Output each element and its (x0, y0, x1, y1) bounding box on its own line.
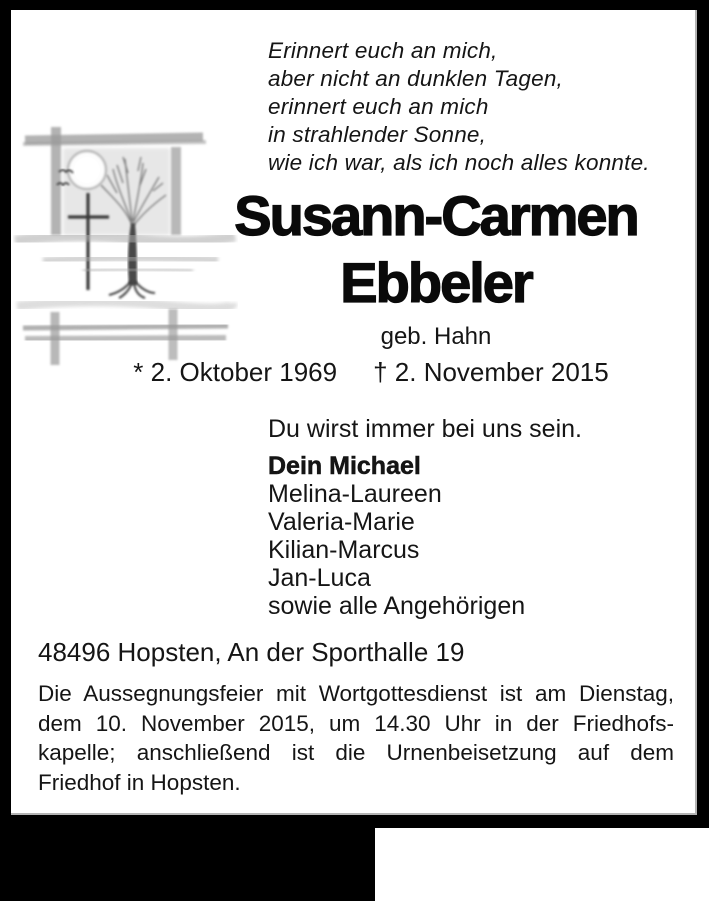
death-date: † 2. November 2015 (373, 357, 609, 387)
tree-roots (109, 281, 155, 298)
mourner-name: Jan-Luca (268, 564, 371, 592)
announcement-line: dem 10. November 2015, um 14.30 Uhr in der Friedhofs- (38, 710, 674, 736)
memorial-poem (268, 37, 650, 177)
poem-line: in strahlender Sonne, (268, 122, 487, 147)
poem-line: erinnert euch an mich (268, 94, 489, 119)
obituary-card (11, 10, 697, 815)
maiden-name: geb. Hahn (380, 323, 492, 350)
funeral-announcement (38, 679, 674, 797)
mourners-list (268, 452, 525, 620)
mourner-primary: Dein Michael (268, 452, 421, 480)
sun-icon (68, 151, 106, 189)
deceased-first-name: Susann-Carmen (234, 184, 638, 247)
farewell-line: Du wirst immer bei uns sein. (268, 415, 582, 443)
poem-line: wie ich war, als ich noch alles konnte. (268, 150, 650, 175)
poem-line: Erinnert euch an mich, (268, 38, 498, 63)
announcement-line: Friedhof in Hopsten. (38, 769, 241, 795)
announcement-line: kapelle; anschließend ist die Urnenbeisetzung auf dem (38, 740, 674, 765)
mourner-name: sowie alle Angehörigen (268, 592, 526, 620)
deceased-name (176, 182, 696, 316)
poem-line: aber nicht an dunklen Tagen, (268, 66, 563, 91)
page-cutout (375, 828, 709, 901)
address-line: 48496 Hopsten, An der Sporthalle 19 (38, 637, 465, 667)
deceased-last-name: Ebbeler (340, 251, 532, 314)
birth-date: * 2. Oktober 1969 (133, 357, 338, 387)
mourner-name: Melina-Laureen (268, 480, 442, 508)
mourner-name: Valeria-Marie (268, 508, 415, 536)
announcement-line: Die Aussegnungsfeier mit Wortgottesdienst ist am Dienstag, (38, 681, 674, 706)
life-dates (111, 357, 631, 388)
mourner-name: Kilian-Marcus (268, 536, 420, 564)
